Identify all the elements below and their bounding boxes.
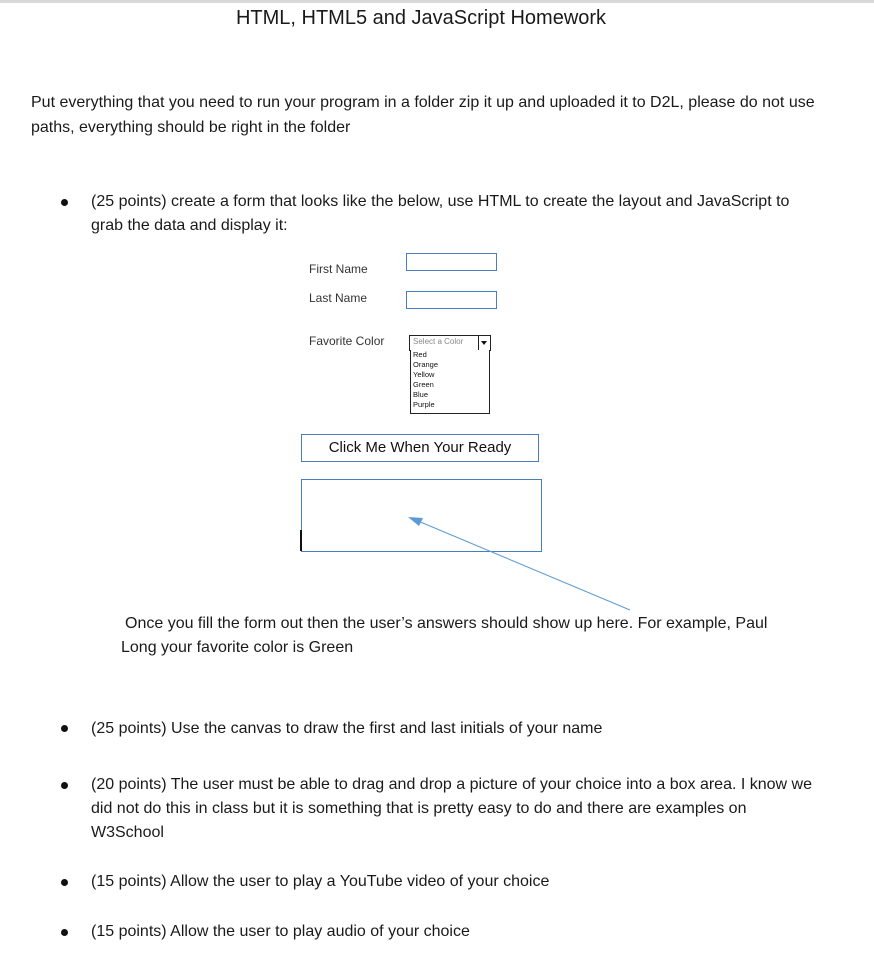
chevron-down-icon[interactable] bbox=[478, 336, 490, 350]
color-option-blue[interactable]: Blue bbox=[413, 390, 429, 399]
bullet-icon bbox=[61, 929, 68, 936]
color-option-purple[interactable]: Purple bbox=[413, 400, 435, 409]
color-options-list bbox=[410, 350, 490, 414]
color-option-red[interactable]: Red bbox=[413, 350, 427, 359]
task-3-text: (20 points) The user must be able to drag and drop a picture of your choice into a box area. I know we did not do this in class but it is something that is pretty easy to do and there are examples on W3School bbox=[91, 776, 813, 841]
first-name-input[interactable] bbox=[406, 253, 497, 271]
submit-button[interactable]: Click Me When Your Ready bbox=[301, 434, 539, 462]
color-option-yellow[interactable]: Yellow bbox=[413, 370, 435, 379]
last-name-label: Last Name bbox=[309, 291, 368, 305]
task-1-text: (25 points) create a form that looks like the below, use HTML to create the layout and JavaScript to grab the data and display it: bbox=[91, 193, 790, 234]
first-name-label: First Name bbox=[309, 262, 368, 276]
last-name-input[interactable] bbox=[406, 291, 497, 309]
task-5-text: (15 points) Allow the user to play audio of your choice bbox=[91, 923, 470, 940]
arrow-pointer-icon bbox=[400, 512, 640, 614]
page-top-border bbox=[0, 0, 874, 3]
bullet-icon bbox=[61, 199, 68, 206]
text-cursor bbox=[300, 530, 302, 551]
task-2-text: (25 points) Use the canvas to draw the first and last initials of your name bbox=[91, 720, 603, 737]
color-option-orange[interactable]: Orange bbox=[413, 360, 439, 369]
bullet-icon bbox=[61, 879, 68, 886]
example-note-line-1: Once you fill the form out then the user’s answers should show up here. For example, Paul bbox=[125, 615, 768, 632]
select-placeholder: Select a Color bbox=[413, 337, 464, 346]
example-note bbox=[121, 612, 821, 660]
document-title: HTML, HTML5 and JavaScript Homework bbox=[235, 7, 607, 29]
color-option-green[interactable]: Green bbox=[413, 380, 434, 389]
example-note-line-2: Long your favorite color is Green bbox=[121, 639, 354, 656]
intro-paragraph: Put everything that you need to run your program in a folder zip it up and uploaded it to D2L, please do not use paths, everything should be right in the folder bbox=[31, 94, 815, 136]
favorite-color-label: Favorite Color bbox=[309, 334, 385, 348]
bullet-icon bbox=[61, 782, 68, 789]
task-4-text: (15 points) Allow the user to play a YouTube video of your choice bbox=[91, 873, 550, 890]
bullet-icon bbox=[61, 725, 68, 732]
color-select[interactable] bbox=[409, 335, 491, 351]
